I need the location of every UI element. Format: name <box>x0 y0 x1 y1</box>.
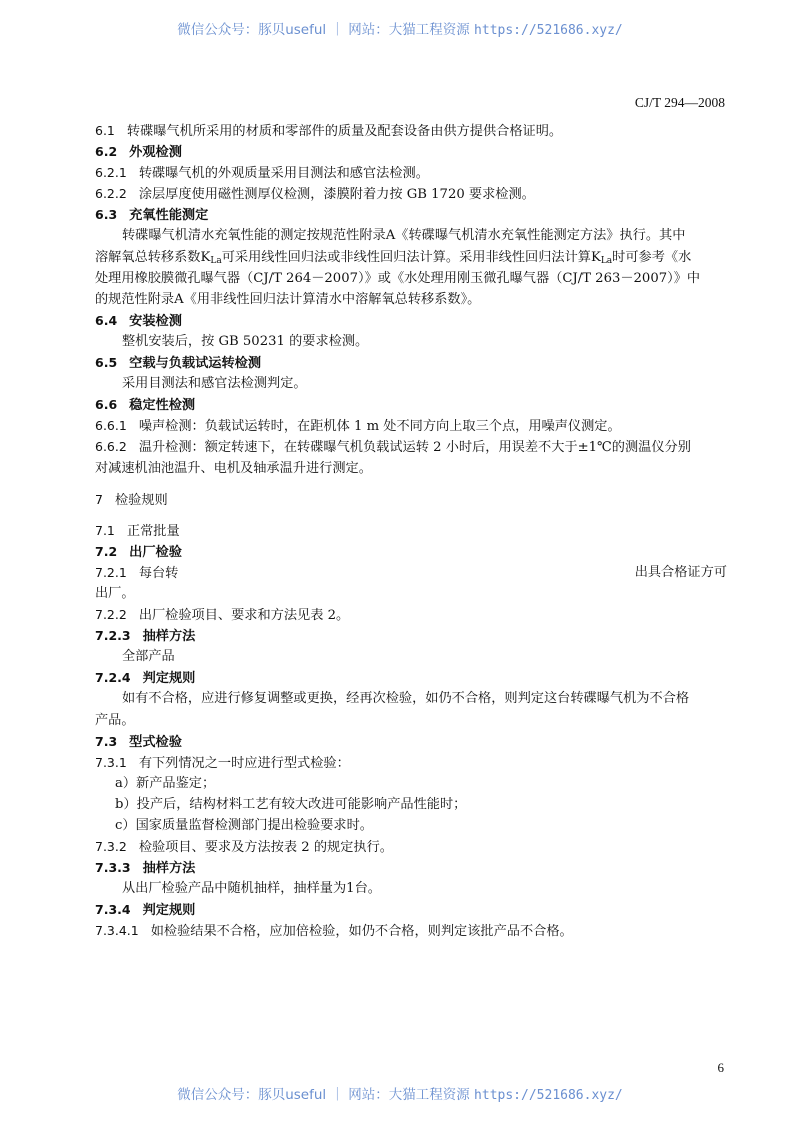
heading-text: 抽样方法 <box>142 629 196 645</box>
clause-7-3-4-1 <box>95 920 727 941</box>
heading-text: 空载与负载试运转检测 <box>129 356 262 372</box>
clause-text: 涂层厚度使用磁性测厚仪检测，漆膜附着力按 GB 1720 要求检测。 <box>138 187 535 203</box>
heading-6-5 <box>95 352 727 373</box>
clause-number: 6.4 <box>95 312 118 328</box>
paragraph-line: 全部产品 <box>122 649 175 665</box>
heading-text: 安装检测 <box>129 313 182 329</box>
clause-6-6-1 <box>95 415 727 436</box>
heading-7-3-3 <box>95 857 727 878</box>
paragraph-line: 如有不合格，应进行修复调整或更换，经再次检验，如仍不合格，则判定这台转碟曝气机为不合格 <box>122 691 690 707</box>
paragraph-line <box>95 247 727 268</box>
subscript: La <box>210 255 222 266</box>
clause-text: 转碟曝气机所采用的材质和零部件的质量及配套设备由供方提供合格证明。 <box>126 124 563 139</box>
watermark-url: https://521686.xyz/ <box>474 23 623 38</box>
clause-6-2-2 <box>95 183 727 204</box>
heading-text: 判定规则 <box>142 671 196 687</box>
heading-text: 外观检测 <box>129 145 182 161</box>
clause-number: 7.3.4 <box>95 902 131 918</box>
clause-text: 正常批量 <box>126 523 180 539</box>
heading-6-2 <box>95 141 727 162</box>
paragraph-line: 整机安装后，按 GB 50231 的要求检测。 <box>122 333 369 349</box>
paragraph-line: 处理用橡胶膜微孔曝气器（CJ/T 264－2007）》或《水处理用刚玉微孔曝气器（CJ/T 263－2007）》中 <box>95 270 701 286</box>
clause-text: 温升检测：额定转速下，在转碟曝气机负载试运转 2 小时后，用误差不大于±1℃的测温仪分别 <box>138 440 691 456</box>
clause-text: 检验项目、要求及方法按表 2 的规定执行。 <box>138 840 393 856</box>
clause-text: 有下列情况之一时应进行型式检验： <box>138 755 350 771</box>
text-part: 可采用线性回归法或非线性回归法计算。采用非线性回归法计算K <box>221 249 601 265</box>
paragraph-line: 产品。 <box>95 712 135 728</box>
watermark-header <box>0 18 800 38</box>
paragraph-line: 从出厂检验产品中随机抽样，抽样量为1台。 <box>122 881 381 897</box>
text-part: 溶解氧总转移系数K <box>95 249 211 265</box>
heading-text: 稳定性检测 <box>129 398 196 414</box>
heading-text: 出厂检验 <box>129 544 182 560</box>
clause-6-1 <box>95 120 727 141</box>
heading-6-3 <box>95 204 727 225</box>
clause-text-right: 出具合格证方可 <box>634 564 727 580</box>
clause-number: 7.1 <box>95 522 115 538</box>
clause-number: 7.3.2 <box>95 839 127 855</box>
heading-7-2-4 <box>95 667 727 688</box>
clause-number: 6.2.2 <box>95 186 127 202</box>
clause-number: 7.3.3 <box>95 860 131 876</box>
clause-7-2-1 <box>95 562 727 583</box>
watermark-text: 微信公众号：豚贝useful ｜ 网站：大猫工程资源 <box>177 1087 475 1103</box>
paragraph-line: 对减速机油池温升、电机及轴承温升进行测定。 <box>95 460 372 476</box>
clause-number: 7.2.4 <box>95 670 131 686</box>
heading-text: 型式检验 <box>129 734 182 750</box>
watermark-url: https://521686.xyz/ <box>474 1088 623 1103</box>
list-item: a）新产品鉴定； <box>115 775 216 791</box>
clause-number: 6.2 <box>95 144 118 160</box>
paragraph-line: 出厂。 <box>95 585 135 601</box>
clause-text: 转碟曝气机的外观质量采用目测法和感官法检测。 <box>138 166 429 182</box>
watermark-footer <box>0 1083 800 1103</box>
heading-7-2-3 <box>95 625 727 646</box>
heading-text: 抽样方法 <box>142 861 196 877</box>
watermark-text: 微信公众号：豚贝useful ｜ 网站：大猫工程资源 <box>177 22 475 38</box>
clause-6-2-1 <box>95 162 727 183</box>
standard-code: CJ/T 294—2008 <box>634 95 725 110</box>
clause-text: 每台转 <box>138 565 179 581</box>
clause-6-6-2 <box>95 436 727 457</box>
clause-number: 6.6.2 <box>95 439 127 455</box>
clause-number: 6.1 <box>95 123 115 138</box>
paragraph-line: 采用目测法和感官法检测判定。 <box>122 376 307 392</box>
clause-number: 7.2.1 <box>95 564 127 580</box>
clause-text: 出厂检验项目、要求和方法见表 2。 <box>138 608 350 624</box>
text-part: 时可参考《水 <box>612 249 692 265</box>
clause-7-3-2 <box>95 836 727 857</box>
heading-7-2 <box>95 541 727 562</box>
clause-7-2-2 <box>95 604 727 625</box>
clause-number: 6.3 <box>95 207 118 223</box>
clause-number: 7.2.3 <box>95 628 131 644</box>
clause-number: 7.2.2 <box>95 607 127 623</box>
paragraph-line: 的规范性附录A《用非线性回归法计算清水中溶解氧总转移系数》。 <box>95 291 481 307</box>
page-number: 6 <box>717 1060 724 1075</box>
paragraph-line: 转碟曝气机清水充氧性能的测定按规范性附录A《转碟曝气机清水充氧性能测定方法》执行。其中 <box>122 228 686 244</box>
heading-text: 充氧性能测定 <box>129 208 209 224</box>
clause-number: 7.3.4.1 <box>95 923 139 939</box>
clause-number: 7.2 <box>95 543 118 559</box>
clause-7-3-1 <box>95 752 727 773</box>
heading-7-3-4 <box>95 899 727 920</box>
clause-number: 6.6 <box>95 397 118 413</box>
list-item: b）投产后，结构材料工艺有较大改进可能影响产品性能时； <box>115 796 467 812</box>
heading-text: 检验规则 <box>114 492 168 508</box>
clause-number: 6.6.1 <box>95 418 127 434</box>
chapter-number: 7 <box>95 491 103 507</box>
heading-text: 判定规则 <box>142 903 196 919</box>
list-item: c）国家质量监督检测部门提出检验要求时。 <box>115 818 373 833</box>
heading-6-6 <box>95 394 727 415</box>
clause-text: 如检验结果不合格，应加倍检验，如仍不合格，则判定该批产品不合格。 <box>150 924 573 940</box>
clause-text: 噪声检测：负载试运转时，在距机体 1 m 处不同方向上取三个点，用噪声仪测定。 <box>138 419 621 435</box>
clause-number: 6.2.1 <box>95 165 127 181</box>
clause-number: 7.3 <box>95 733 118 749</box>
clause-number: 7.3.1 <box>95 754 127 770</box>
heading-6-4 <box>95 310 727 331</box>
heading-7-3 <box>95 731 727 752</box>
clause-7-1 <box>95 520 727 541</box>
chapter-7-heading <box>95 489 727 510</box>
clause-number: 6.5 <box>95 355 118 371</box>
subscript: La <box>600 255 613 266</box>
document-body <box>95 120 727 942</box>
